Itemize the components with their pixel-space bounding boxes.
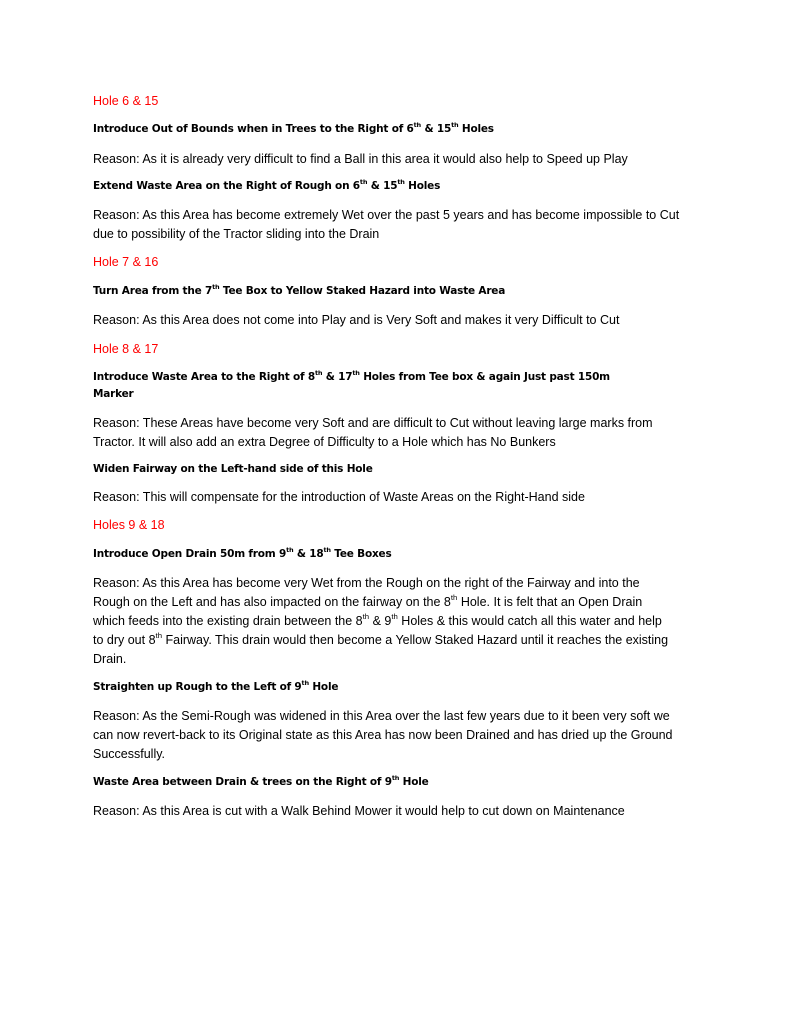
reason-text: Successfully. <box>93 747 166 761</box>
proposal-heading-waste-area-drain-trees: Waste Area between Drain & trees on the Right of 9th Hole <box>93 774 429 788</box>
reason-text: due to possibility of the Tractor sliding into the Drain <box>93 227 380 241</box>
reason-text: Reason: As this Area has become very Wet from the Rough on the right of the Fairway and into the <box>93 576 640 590</box>
reason-text: Reason: As the Semi-Rough was widened in this Area over the last few years due to it been very soft we <box>93 709 670 723</box>
reason-text: Reason: As it is already very difficult to find a Ball in this area it would also help to Speed up Play <box>93 152 628 166</box>
reason-text: Reason: As this Area has become extremely Wet over the past 5 years and has become impossible to Cut <box>93 208 680 222</box>
reason-text: Reason: As this Area does not come into Play and is Very Soft and makes it very Difficult to Cut <box>93 313 620 327</box>
section-title-hole-8-17: Hole 8 & 17 <box>93 342 159 356</box>
proposal-heading-out-of-bounds: Introduce Out of Bounds when in Trees to the Right of 6th & 15th Holes <box>93 121 494 135</box>
reason-text: Reason: This will compensate for the introduction of Waste Areas on the Right-Hand side <box>93 490 585 504</box>
proposal-heading-widen-fairway: Widen Fairway on the Left-hand side of this Hole <box>93 463 373 475</box>
proposal-heading-straighten-rough: Straighten up Rough to the Left of 9th Hole <box>93 679 339 693</box>
reason-text: to dry out 8th Fairway. This drain would then become a Yellow Staked Hazard until it reaches the existing <box>93 631 669 647</box>
reason-text: which feeds into the existing drain between the 8th & 9th Holes & this would catch all this water and help <box>93 612 662 628</box>
reason-text: can now revert-back to its Original state as this Area has now been Drained and has dried up the Ground <box>93 728 673 742</box>
proposal-heading-turn-area: Turn Area from the 7th Tee Box to Yellow Staked Hazard into Waste Area <box>93 283 506 297</box>
reason-text: Reason: These Areas have become very Soft and are difficult to Cut without leaving large marks from <box>93 416 653 430</box>
proposal-heading-extend-waste-area: Extend Waste Area on the Right of Rough on 6th & 15th Holes <box>93 178 441 192</box>
proposal-heading-introduce-waste-area: Introduce Waste Area to the Right of 8th & 17th Holes from Tee box & again Just past 150m <box>93 369 610 383</box>
reason-text: Drain. <box>93 652 127 666</box>
proposal-heading-open-drain: Introduce Open Drain 50m from 9th & 18th Tee Boxes <box>93 546 392 560</box>
reason-text: Reason: As this Area is cut with a Walk Behind Mower it would help to cut down on Maintenance <box>93 804 625 818</box>
section-title-hole-6-15: Hole 6 & 15 <box>93 94 159 108</box>
proposal-heading-introduce-waste-area-cont: Marker <box>93 388 134 400</box>
section-title-hole-7-16: Hole 7 & 16 <box>93 255 159 269</box>
reason-text: Tractor. It will also add an extra Degree of Difficulty to a Hole which has No Bunkers <box>93 435 556 449</box>
section-title-hole-9-18: Holes 9 & 18 <box>93 518 165 532</box>
reason-text: Rough on the Left and has also impacted on the fairway on the 8th Hole. It is felt that an Open Drain <box>93 593 643 609</box>
